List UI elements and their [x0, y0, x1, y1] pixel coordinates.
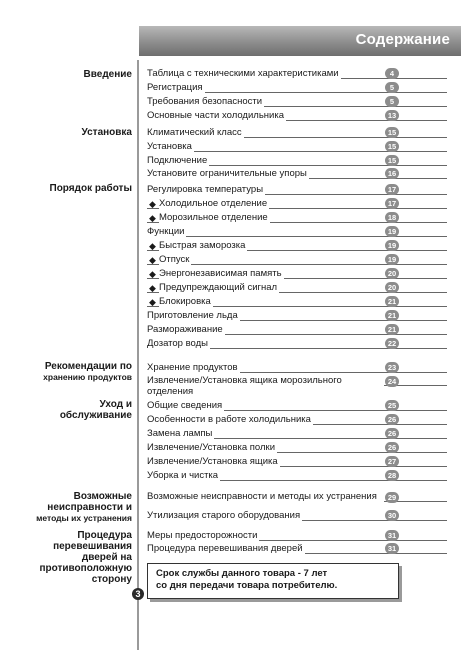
toc-entry-label: Предупреждающий сигнал: [159, 282, 278, 293]
page-number-badge: 30: [385, 510, 399, 521]
page-number-badge: 17: [385, 198, 399, 209]
toc-entry[interactable]: [147, 338, 447, 352]
toc-entry[interactable]: [147, 226, 447, 240]
toc-entry[interactable]: [147, 400, 447, 414]
toc-entry-label: Энергонезависимая память: [159, 268, 282, 279]
bullet-icon: ◆: [149, 255, 156, 265]
toc-entry-label: Подключение: [147, 155, 208, 166]
toc-entry-label: Таблица с техническими характеристиками: [147, 68, 339, 79]
toc-entry[interactable]: [147, 414, 447, 428]
section-line: обслуживание: [59, 410, 132, 421]
toc-entry-label: Извлечение/Установка ящика: [147, 456, 278, 467]
toc-entry-label: Хранение продуктов: [147, 362, 238, 373]
section-line: Введение: [83, 69, 132, 80]
toc-entry[interactable]: [147, 530, 447, 544]
page-number-badge: 31: [385, 543, 399, 554]
page-number-badge: 16: [385, 168, 399, 179]
toc-entry-label: Холодильное отделение: [159, 198, 268, 209]
page-number-badge: 15: [385, 155, 399, 166]
toc-entry[interactable]: [147, 268, 447, 282]
bullet-icon: ◆: [149, 199, 156, 209]
toc-entry-label: Требования безопасности: [147, 96, 263, 107]
page-number-badge: 25: [385, 400, 399, 411]
page-number: 3: [132, 588, 144, 600]
page-number-badge: 17: [385, 184, 399, 195]
section-operation: [50, 183, 133, 194]
bullet-icon: ◆: [149, 241, 156, 251]
section-line: противоположную: [39, 563, 132, 574]
section-line: Порядок работы: [49, 183, 132, 194]
toc-entry-label: Извлечение/Установка ящика морозильного отделения: [147, 375, 384, 397]
toc-entry[interactable]: [147, 68, 447, 82]
toc-entry[interactable]: [147, 96, 447, 110]
toc-entry[interactable]: [147, 198, 447, 212]
page-number-badge: 26: [385, 442, 399, 453]
section-line: дверей на: [81, 552, 132, 563]
toc-entry[interactable]: [147, 82, 447, 96]
toc-entry-label: Утилизация старого оборудования: [147, 510, 301, 521]
toc-entry-label: Функции: [147, 226, 185, 237]
toc-entry[interactable]: [147, 375, 447, 399]
toc-entry[interactable]: [147, 296, 447, 310]
toc-entry[interactable]: [147, 127, 447, 141]
page-number-badge: 27: [385, 456, 399, 467]
toc-entry[interactable]: [147, 212, 447, 226]
toc-entry-label: Замена лампы: [147, 428, 213, 439]
page-title: Содержание: [355, 31, 450, 48]
toc-entry-label: Отпуск: [159, 254, 190, 265]
section-line: методы их устранения: [36, 513, 132, 523]
toc-entry-label: Общие сведения: [147, 400, 223, 411]
section-intro: [84, 69, 132, 80]
toc-entry[interactable]: [147, 282, 447, 296]
page-number-badge: 31: [385, 530, 399, 541]
page-number-badge: 19: [385, 254, 399, 265]
toc-entry[interactable]: [147, 442, 447, 456]
page-number-badge: 28: [385, 470, 399, 481]
toc-entry-label: Дозатор воды: [147, 338, 208, 349]
page-number-badge: 19: [385, 240, 399, 251]
page-number-badge: 4: [385, 68, 399, 79]
page-number-badge: 5: [385, 82, 399, 93]
toc-entry[interactable]: [147, 470, 447, 484]
toc-entry-label: Особенности в работе холодильника: [147, 414, 311, 425]
section-line: хранению продуктов: [43, 372, 132, 382]
toc-entry-label: Уборка и чистка: [147, 470, 219, 481]
toc-entry[interactable]: [147, 254, 447, 268]
page-number-badge: 22: [385, 338, 399, 349]
section-line: Установка: [81, 127, 132, 138]
toc-entry[interactable]: [147, 155, 447, 169]
toc-entry[interactable]: [147, 324, 447, 338]
toc-entry[interactable]: [147, 362, 447, 376]
toc-entry-label: Возможные неисправности и методы их устранения: [147, 491, 384, 502]
page-number-badge: 24: [385, 376, 399, 387]
service-life-note: [147, 563, 399, 599]
toc-entry-label: Регулировка температуры: [147, 184, 264, 195]
toc-entry-label: Блокировка: [159, 296, 211, 307]
toc-entry[interactable]: [147, 184, 447, 198]
page-number-badge: 15: [385, 141, 399, 152]
section-line: сторону: [91, 574, 132, 585]
toc-entry-label: Процедура перевешивания дверей: [147, 543, 303, 554]
leader-line: [147, 236, 447, 237]
toc-entry-label: Климатический класс: [147, 127, 242, 138]
toc-entry[interactable]: [147, 510, 447, 524]
section-troubleshooting: [36, 491, 132, 524]
page-number-badge: 15: [385, 127, 399, 138]
section-line: Возможные: [73, 491, 132, 502]
bullet-icon: ◆: [149, 213, 156, 223]
toc-entry[interactable]: [147, 428, 447, 442]
toc-entry-label: Размораживание: [147, 324, 223, 335]
page-number-badge: 23: [385, 362, 399, 373]
toc-entry-label: Регистрация: [147, 82, 203, 93]
toc-entry-label: Извлечение/Установка полки: [147, 442, 275, 453]
contents-header-bar: [139, 26, 461, 56]
toc-entry[interactable]: [147, 310, 447, 324]
divider-line: [137, 60, 139, 650]
section-line: неисправности и: [47, 502, 132, 513]
page-number-badge: 5: [385, 96, 399, 107]
section-line: перевешивания: [53, 541, 132, 552]
toc-entry[interactable]: [147, 168, 447, 182]
bullet-icon: ◆: [149, 269, 156, 279]
page-number-badge: 13: [385, 110, 399, 121]
toc-entry-label: Установка: [147, 141, 192, 152]
page-number-badge: 26: [385, 414, 399, 425]
section-care: [60, 399, 132, 421]
toc-entry-label: Быстрая заморозка: [159, 240, 246, 251]
service-life-text: Срок службы данного товара - 7 лет со дня передачи товара потребителю.: [156, 568, 338, 591]
toc-entry-label: Приготовление льда: [147, 310, 238, 321]
page-number-badge: 20: [385, 282, 399, 293]
section-line: Уход и: [99, 399, 132, 410]
toc-entry-label: Морозильное отделение: [159, 212, 268, 223]
page-number-badge: 29: [385, 492, 399, 503]
leader-line: [147, 264, 447, 265]
page-number-badge: 21: [385, 310, 399, 321]
toc-entry[interactable]: [147, 141, 447, 155]
toc-entry[interactable]: [147, 110, 447, 124]
toc-entry-label: Основные части холодильника: [147, 110, 284, 121]
page-number-badge: 21: [385, 324, 399, 335]
page-number-badge: 21: [385, 296, 399, 307]
section-door-reversal: [39, 530, 132, 585]
section-line: Рекомендации по: [44, 361, 132, 372]
section-line: Процедура: [77, 530, 132, 541]
toc-entry[interactable]: [147, 543, 447, 557]
toc-entry-label: Меры предосторожности: [147, 530, 258, 541]
bullet-icon: ◆: [149, 283, 156, 293]
toc-entry-label: Установите ограничительные упоры: [147, 168, 307, 179]
page-number-badge: 18: [385, 212, 399, 223]
toc-entry[interactable]: [147, 240, 447, 254]
page-number-badge: 19: [385, 226, 399, 237]
page-number-badge: 20: [385, 268, 399, 279]
toc-entry[interactable]: [147, 456, 447, 470]
bullet-icon: ◆: [149, 297, 156, 307]
section-storage: [43, 361, 132, 383]
page-number-badge: 26: [385, 428, 399, 439]
section-install: [82, 127, 132, 138]
